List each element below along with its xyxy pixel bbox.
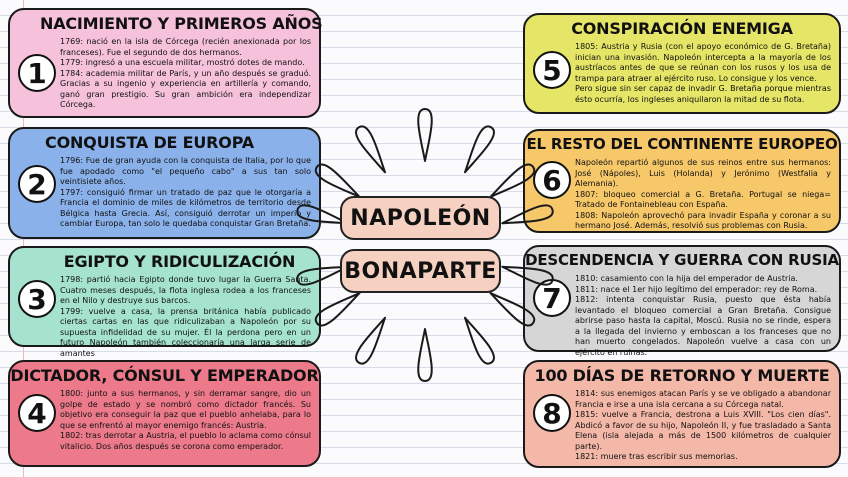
- petal-5: [491, 293, 535, 325]
- card-nacimiento: [8, 8, 321, 118]
- card-title: 100 DÍAS DE RETORNO Y MUERTE: [534, 366, 830, 385]
- card-title: NACIMIENTO Y PRIMEROS AÑOS: [40, 14, 323, 33]
- card-line: 1821: muere tras escribir sus memorias.: [575, 452, 738, 461]
- card-conspiracion: [523, 13, 841, 114]
- petal-12: [316, 164, 360, 196]
- card-title: DESCENDENCIA Y GUERRA CON RUSIA: [525, 251, 839, 269]
- card-line: 1779: ingresó a una escuela militar, mostró dotes de mando.: [60, 58, 305, 67]
- petal-13: [356, 126, 385, 172]
- card-number: 4: [18, 394, 56, 432]
- card-title: DICTADOR, CÓNSUL Y EMPERADOR: [10, 366, 319, 385]
- card-line: 1784: academia militar de París, y un año después se graduó. Gracias a su ingenio y experiencia en artillería y comando, ganó gran prestigio. Su gran ambición era independizar Córcega.: [60, 68, 311, 109]
- title-box-bonaparte: [340, 249, 501, 293]
- card-body: [575, 158, 831, 232]
- card-title: CONSPIRACIÓN ENEMIGA: [571, 19, 793, 38]
- petal-8: [356, 318, 385, 364]
- card-title: EGIPTO Y RIDICULIZACIÓN: [63, 252, 296, 271]
- card-line: 1812: intenta conquistar Rusia, puesto que ésta había levantado el bloqueo comercial a Gran Bretaña. Consigue abrirse paso hasta la capital, Moscú. Rusia no se rinde, espera a la llegada del invierno y emboscan a los franceses que no han muerto congelados. Napoleón vuelve a casa con un ejército en ruinas.: [575, 295, 831, 357]
- card-number: 3: [18, 280, 56, 318]
- card-line: Napoleón repartió algunos de sus reinos entre sus hermanos: José (Nápoles), Luis (Holanda) y Jerónimo (Westfalia y Alemania).: [575, 158, 831, 188]
- petal-2: [491, 164, 535, 196]
- card-number: 7: [533, 279, 571, 317]
- title-line-2: BONAPARTE: [344, 258, 497, 284]
- card-title: CONQUISTA DE EUROPA: [45, 133, 254, 152]
- card-number: 6: [533, 161, 571, 199]
- petal-1: [465, 126, 494, 172]
- card-line: 1769: nació en la isla de Córcega (recién anexionada por los franceses). Fue el segundo de dos hermanos.: [60, 37, 311, 57]
- title-line-1: NAPOLEÓN: [350, 205, 491, 231]
- card-body: [60, 156, 311, 230]
- petal-burst-decoration: [310, 95, 540, 385]
- card-dictador: [8, 360, 321, 467]
- card-line: 1808: Napoleón aprovechó para invadir España y coronar a su hermano José. Además, resolvió sus problemas con Rusia.: [575, 210, 831, 230]
- card-body: [575, 389, 831, 463]
- card-number: 1: [18, 54, 56, 92]
- card-descendencia: [523, 245, 841, 357]
- card-number: 5: [533, 51, 571, 89]
- card-line: Pero sigue sin ser capaz de invadir G. Bretaña porque mientras ésto ocurría, los ingleses aniquilaron la mitad de su flota.: [575, 84, 831, 104]
- card-line: 1798: partió hacia Egipto donde tuvo lugar la Guerra Santa. Cuatro meses después, la flota inglesa rodea a los franceses en el Nilo y destruye sus barcos.: [60, 275, 311, 305]
- petal-0: [418, 109, 431, 161]
- card-line: 1815: vuelve a Francia, destrona a Luis XVIII. "Los cien días". Abdicó a favor de su hijo, Napoleón II, y fue trasladado a Santa Elena (isla alejada a más de 1500 kilómetros de cualquier parte).: [575, 410, 831, 451]
- card-line: 1807: bloqueo comercial a G. Bretaña. Portugal se niega= Tratado de Fontainebleau con España.: [575, 189, 831, 209]
- card-number: 2: [18, 165, 56, 203]
- petal-6: [465, 318, 494, 364]
- card-line: 1797: consiguió firmar un tratado de paz que le otorgaría a Francia el dominio de miles de kilómetros de territorio desde Bélgica hasta Grecia. Así, consiguió derrotar un imperio y cambiar Europa, tan solo le quedaba conquistar Gran Bretaña.: [60, 187, 311, 228]
- petal-7: [418, 329, 431, 381]
- card-100-dias: [523, 360, 841, 468]
- card-line: 1811: nace el 1er hijo legítimo del emperador: rey de Roma.: [575, 284, 818, 294]
- card-egipto: [8, 246, 321, 358]
- card-body: [60, 37, 311, 111]
- card-number: 8: [533, 394, 571, 432]
- card-line: 1810: casamiento con la hija del emperador de Austria.: [575, 274, 798, 283]
- card-body: [575, 274, 831, 358]
- card-title: EL RESTO DEL CONTINENTE EUROPEO: [526, 135, 838, 153]
- card-line: 1800: junto a sus hermanos, y sin derramar sangre, dio un golpe de estado y se nombró como dictador francés. Su objetivo era conseguir la paz que el pueblo anhelaba, para lo que se enfrentó al mayor enemigo francés: Austria.: [60, 389, 311, 430]
- card-resto-continente: [523, 129, 841, 233]
- petal-9: [316, 293, 360, 325]
- card-line: 1796: Fue de gran ayuda con la conquista de Italia, por lo que fue apodado como "el pequeño cabo" a sus tan solo veintisiete años.: [60, 156, 311, 186]
- card-line: 1799: vuelve a casa, la prensa británica había publicado ciertas cartas en las que ridiculizaban a Napoleón por su supuesta infidelidad de su mujer. Él la perdona pero en un futuro Napoleón también coleccionaría una larga serie de amantes: [60, 306, 311, 358]
- card-line: 1802: tras derrotar a Austria, el pueblo lo aclama como cónsul vitalicio. Dos años después se corona como emperador.: [60, 431, 311, 451]
- card-line: 1814: sus enemigos atacan París y se ve obligado a abandonar Francia e irse a una isla cercana a su Córcega natal.: [575, 389, 831, 409]
- title-box-napoleon: [340, 196, 501, 240]
- card-conquista: [8, 127, 321, 239]
- card-body: [60, 275, 311, 359]
- card-line: 1805: Austria y Rusia (con el apoyo económico de G. Bretaña) inician una invasión. Napoleón intercepta a la mayoría de los austríacos antes de que se reúnan con los rusos y los usa de trampa para atraer al ejército ruso. Lo consigue y los vence.: [575, 42, 831, 83]
- card-body: [60, 389, 311, 452]
- card-body: [575, 42, 831, 105]
